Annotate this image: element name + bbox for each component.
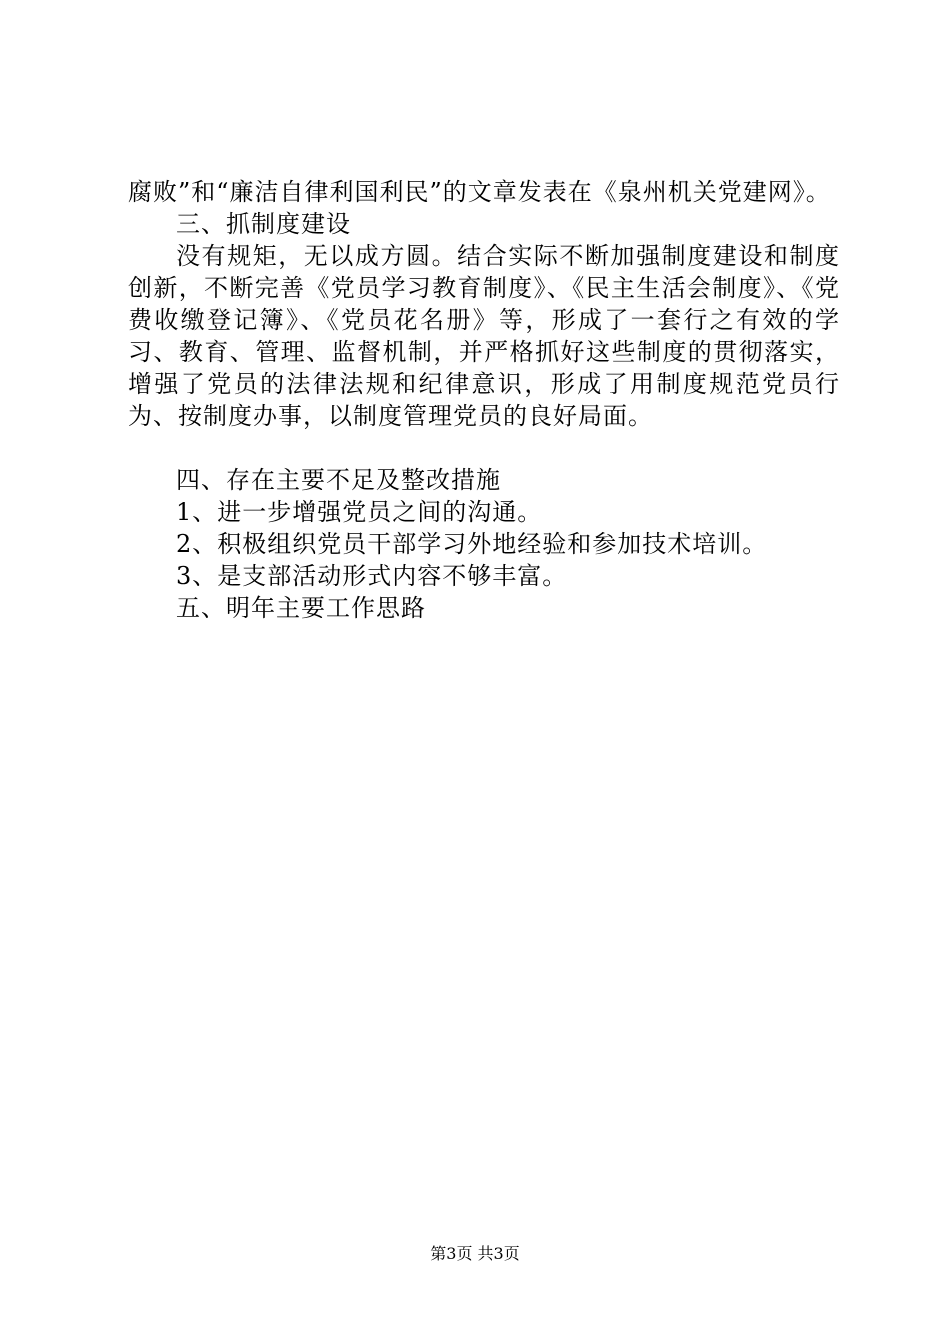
paragraph-system-building: 没有规矩，无以成方圆。结合实际不断加强制度建设和制度创新，不断完善《党员学习教育制度》、《民主生活会制度》、《党费收缴登记簿》、《党员花名册》等，形成了一套行之有效的学习、教育、管理、监督机制，并严格抓好这些制度的贯彻落实，增强了党员的法律法规和纪律意识，形成了用制度规范党员行为、按制度办事，以制度管理党员的良好局面。 [128,242,840,430]
list-item-3: 3、是支部活动形式内容不够丰富。 [176,562,568,590]
paragraph-continuation: 腐败”和“廉洁自律利国利民”的文章发表在《泉州机关党建网》。 [128,178,831,206]
section-heading-system-building: 三、抓制度建设 [176,210,351,238]
page-footer: 第3页 共3页 [430,1244,520,1263]
section-heading-shortcomings: 四、存在主要不足及整改措施 [176,466,501,494]
list-item-2: 2、积极组织党员干部学习外地经验和参加技术培训。 [176,530,768,558]
list-item-1: 1、进一步增强党员之间的沟通。 [176,498,543,526]
document-body [128,176,840,624]
paragraph-spacer [128,432,840,464]
section-heading-next-year: 五、明年主要工作思路 [176,594,426,622]
